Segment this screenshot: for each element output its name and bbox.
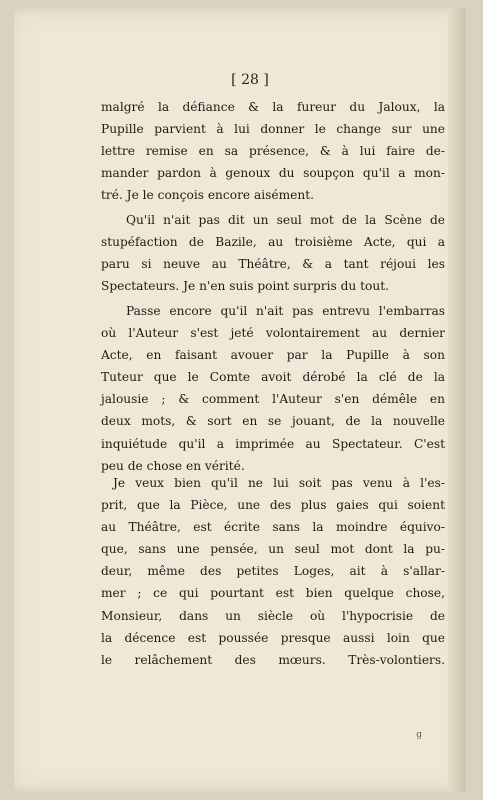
text-line: la décence est poussée presque aussi loin que xyxy=(101,630,445,645)
text-line: prit, que la Pièce, une des plus gaies qui soient xyxy=(101,498,445,513)
text-line: deux mots, & sort en se jouant, de la nouvelle xyxy=(101,414,445,429)
text-line: le relâchement des mœurs. Très-volontiers. xyxy=(101,652,445,667)
text-line: Monsieur, dans un siècle où l'hypocrisie de xyxy=(101,608,445,623)
page-number: [ 28 ] xyxy=(231,72,269,88)
paragraph-1 xyxy=(101,96,445,206)
margin-mark: g xyxy=(416,730,422,740)
paragraph-4 xyxy=(101,472,445,671)
text-line: où l'Auteur s'est jeté volontairement au dernier xyxy=(101,326,445,341)
text-line: mer ; ce qui pourtant est bien quelque chose, xyxy=(101,586,445,601)
text-line: Qu'il n'ait pas dit un seul mot de la Scène de xyxy=(126,213,445,227)
text-line: tré. Je le conçois encore aisément. xyxy=(101,188,315,203)
text-line: lettre remise en sa présence, & à lui faire de- xyxy=(101,144,445,159)
text-line: que, sans une pensée, un seul mot dont la pu- xyxy=(101,542,445,557)
text-line: Pupille parvient à lui donner le change sur une xyxy=(101,122,445,137)
text-line: paru si neuve au Théâtre, & a tant réjoui les xyxy=(101,257,445,272)
text-line: Je veux bien qu'il ne lui soit pas venu à l'es- xyxy=(113,476,445,490)
text-line: Spectateurs. Je n'en suis point surpris du tout. xyxy=(101,279,390,294)
text-line: au Théâtre, est écrite sans la moindre équivo- xyxy=(101,520,445,535)
text-line: mander pardon à genoux du soupçon qu'il a mon- xyxy=(101,166,445,181)
text-line: jalousie ; & comment l'Auteur s'en démêle en xyxy=(101,392,445,407)
text-line: peu de chose en vérité. xyxy=(101,458,245,473)
text-line: stupéfaction de Bazile, au troisième Acte, qui a xyxy=(101,235,445,250)
text-line: malgré la défiance & la fureur du Jaloux, la xyxy=(101,100,445,114)
page-gutter xyxy=(448,8,466,792)
book-page xyxy=(14,8,466,792)
text-line: Tuteur que le Comte avoit dérobé la clé de la xyxy=(101,370,445,385)
text-line: inquiétude qu'il a imprimée au Spectateur. C'est xyxy=(101,436,445,451)
text-line: Acte, en faisant avouer par la Pupille à son xyxy=(101,348,445,363)
paragraph-3 xyxy=(101,300,445,477)
text-line: Passe encore qu'il n'ait pas entrevu l'embarras xyxy=(126,304,445,318)
text-line: deur, même des petites Loges, ait à s'allar- xyxy=(101,564,445,579)
paragraph-2 xyxy=(101,209,445,297)
